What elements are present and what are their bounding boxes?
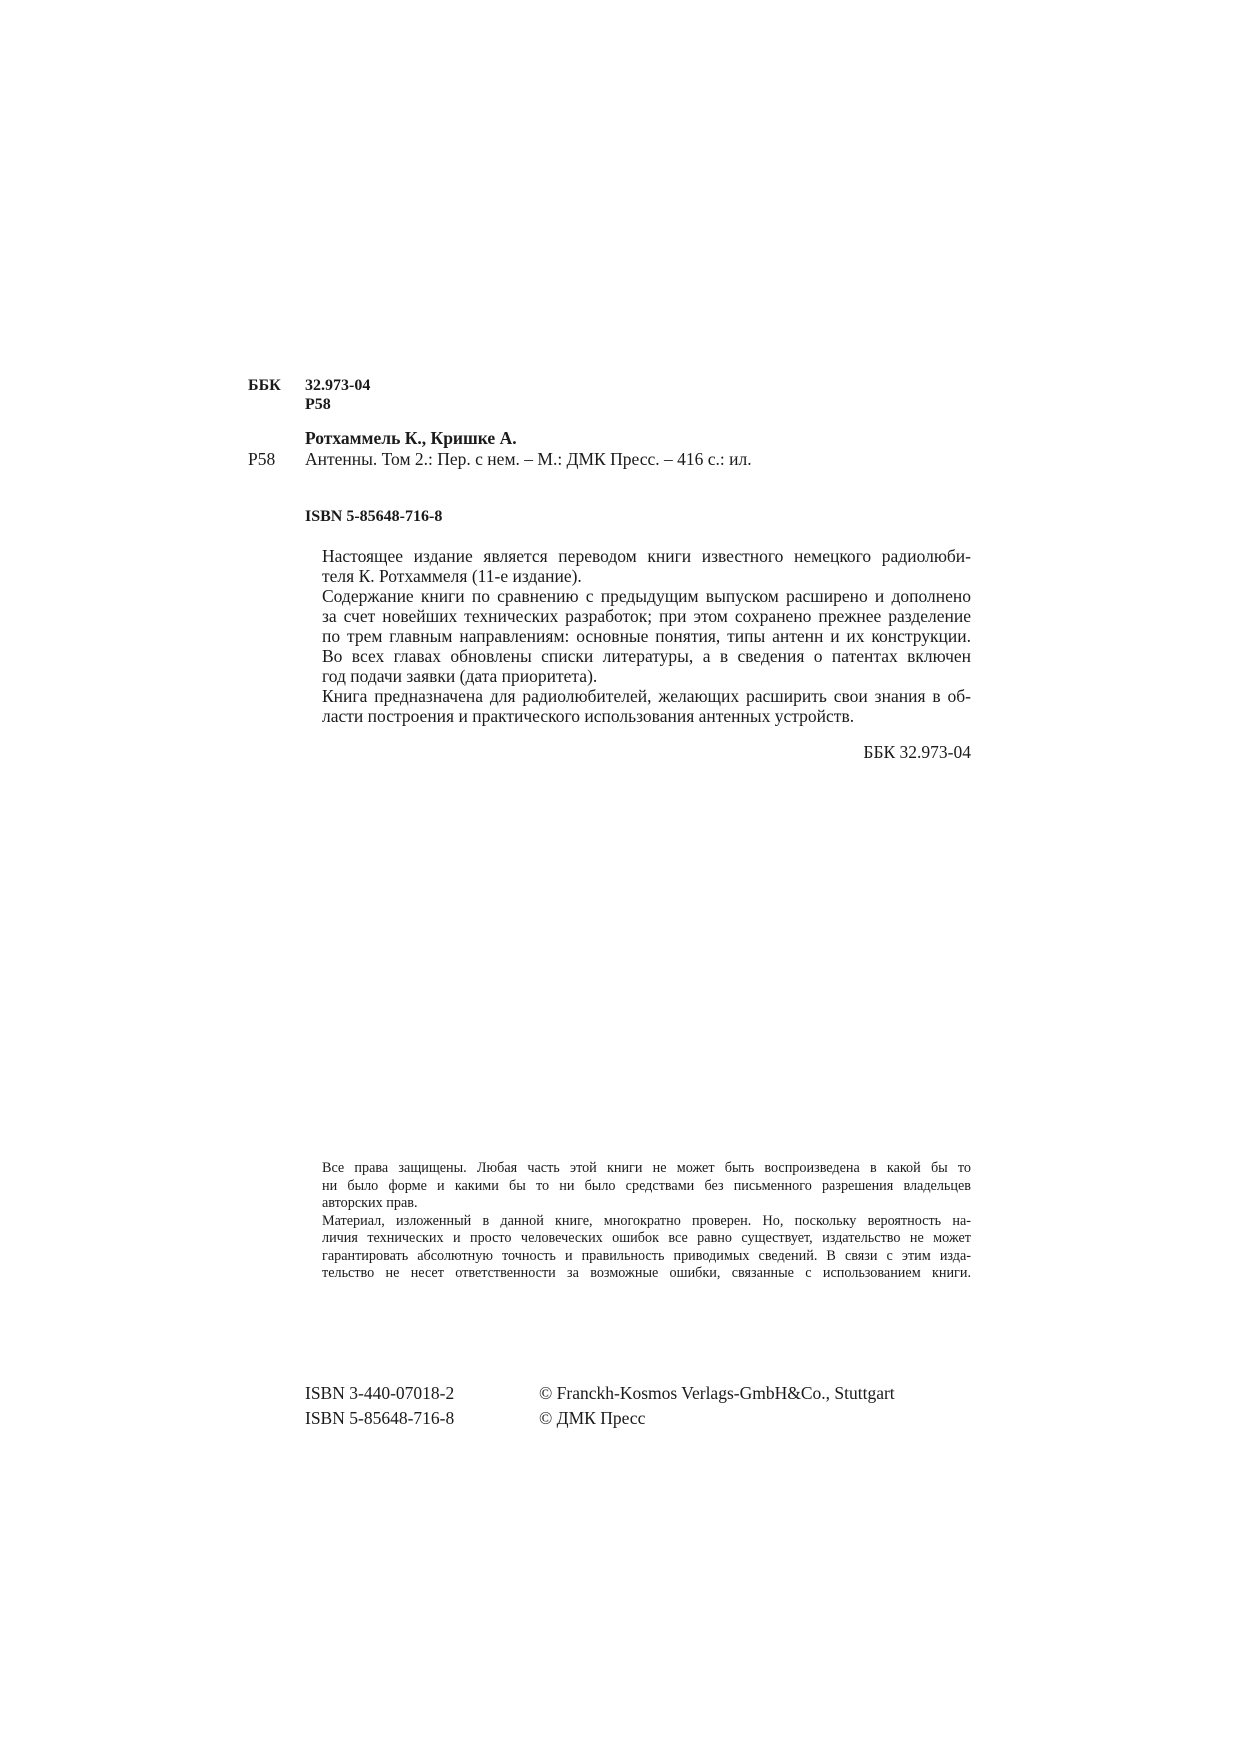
isbn-number: ISBN 5-85648-716-8 — [305, 1408, 455, 1428]
annotation-paragraph — [305, 586, 971, 646]
rights-paragraph — [305, 1213, 971, 1283]
annotation-line: за счет новейших технических разработок; при этом сохранено прежнее разделение — [322, 606, 971, 626]
isbn-number: ISBN 3-440-07018-2 — [305, 1383, 455, 1403]
annotation-line: Во всех главах обновлены списки литературы, а в сведения о патентах включен — [322, 646, 971, 666]
cutter-mark: Р58 — [248, 449, 276, 469]
annotation-line: Настоящее издание является переводом книги известного немецкого радиолюби- — [322, 546, 971, 566]
copyright-holder: © Franckh-Kosmos Verlags-GmbH&Co., Stuttgart — [539, 1383, 895, 1403]
annotation-line: ласти построения и практического использования антенных устройств. — [322, 706, 855, 726]
annotation-paragraph — [305, 646, 971, 686]
copyright-holder: © ДМК Пресс — [539, 1408, 646, 1428]
rights-paragraph — [305, 1160, 971, 1213]
annotation-line: год подачи заявки (дата приоритета). — [322, 666, 598, 686]
bbk-label: ББК — [248, 377, 281, 394]
rights-line: авторских прав. — [322, 1195, 418, 1211]
rights-line: личия технических и просто человеческих ошибок все равно существует, издательство не может — [322, 1230, 971, 1246]
annotation — [305, 546, 971, 726]
rights-line: гарантировать абсолютную точность и правильность приводимых сведений. В связи с этим изда- — [322, 1247, 971, 1264]
annotation-line: по трем главным направлениям: основные понятия, типы антенн и их конструкции. — [322, 626, 971, 646]
bbk-footer: ББК 32.973-04 — [863, 742, 971, 762]
bbk-cutter: Р58 — [305, 396, 331, 413]
rights-line: Материал, изложенный в данной книге, многократно проверен. Но, поскольку вероятность на- — [322, 1212, 971, 1229]
rights-line: тельство не несет ответственности за возможные ошибки, связанные с использованием книги. — [322, 1265, 971, 1281]
annotation-line: Содержание книги по сравнению с предыдущим выпуском расширено и дополнено — [322, 586, 971, 606]
annotation-line: теля К. Ротхаммеля (11-е издание). — [322, 566, 582, 586]
annotation-paragraph — [305, 546, 971, 586]
isbn-main: ISBN 5-85648-716-8 — [305, 508, 443, 525]
authors: Ротхаммель К., Кришке А. — [305, 428, 517, 448]
annotation-paragraph — [305, 686, 971, 726]
bibliographic-description: Антенны. Том 2.: Пер. с нем. – М.: ДМК Пресс. – 416 с.: ил. — [305, 449, 752, 469]
annotation-line: Книга предназначена для радиолюбителей, желающих расширить свои знания в об- — [322, 686, 971, 706]
rights-notice — [305, 1160, 971, 1283]
rights-line: Все права защищены. Любая часть этой книги не может быть воспроизведена в какой бы то — [322, 1160, 971, 1176]
bbk-code: 32.973-04 — [305, 377, 371, 394]
rights-line: ни было форме и какими бы то ни было средствами без письменного разрешения владельцев — [322, 1177, 971, 1194]
